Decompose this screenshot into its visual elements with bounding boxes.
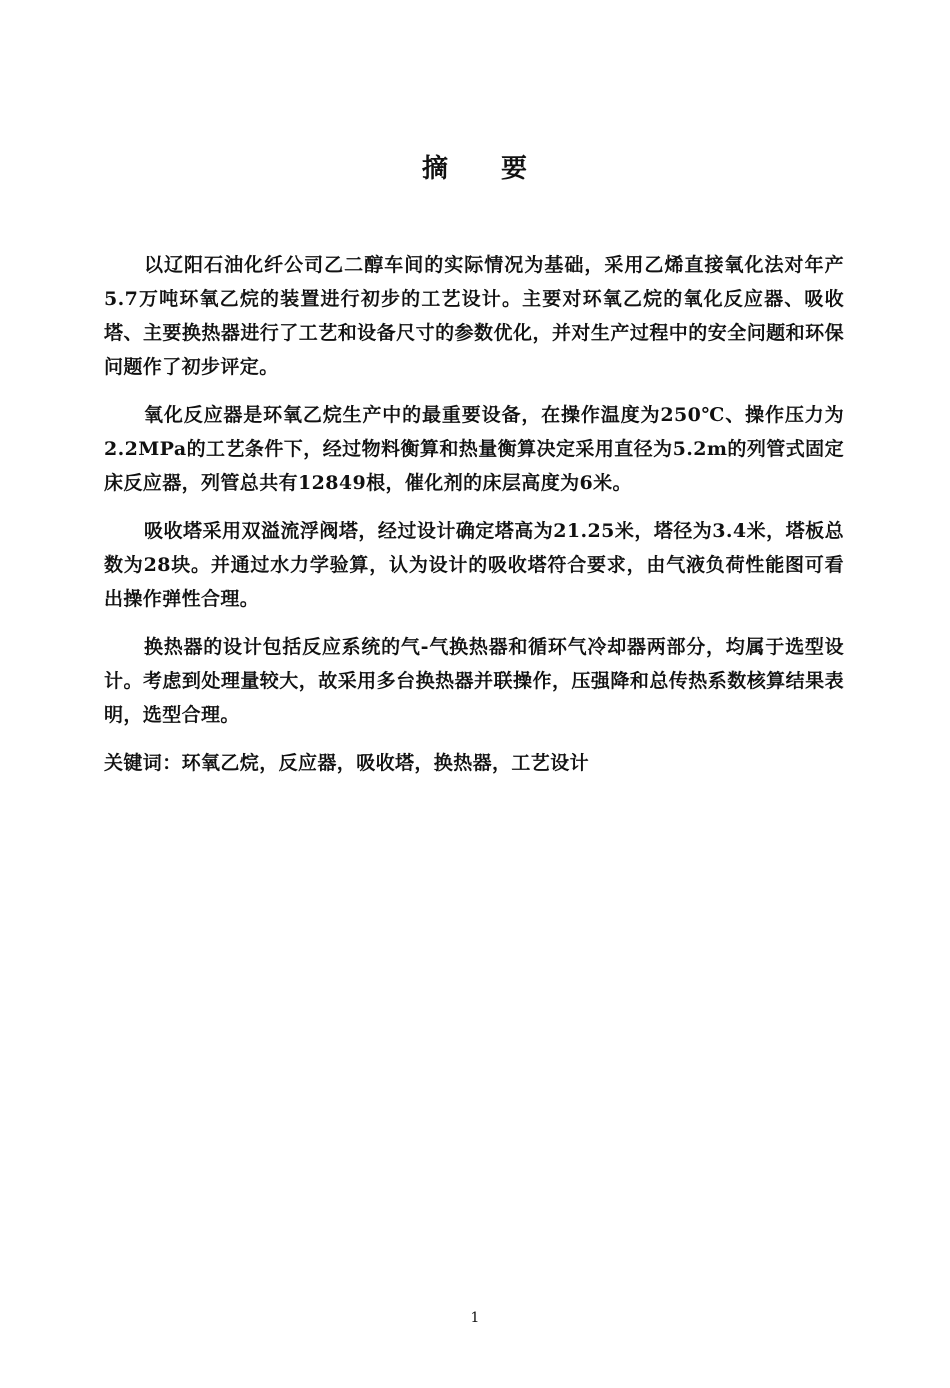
keywords-line bbox=[104, 746, 844, 780]
abstract-paragraph-4: 换热器的设计包括反应系统的气-气换热器和循环气冷却器两部分，均属于选型设计。考虑到处理量较大，故采用多台换热器并联操作，压强降和总传热系数核算结果表明，选型合理。 bbox=[104, 636, 844, 726]
abstract-paragraph-2: 氧化反应器是环氧乙烷生产中的最重要设备，在操作温度为250℃、操作压力为2.2MPa的工艺条件下，经过物料衡算和热量衡算决定采用直径为5.2m的列管式固定床反应器，列管总共有12849根，催化剂的床层高度为6米。 bbox=[104, 404, 844, 494]
abstract-body bbox=[104, 248, 844, 780]
page-title bbox=[0, 148, 950, 185]
title-char-2: 要 bbox=[501, 154, 529, 184]
title-char-1: 摘 bbox=[421, 154, 449, 184]
abstract-paragraph-1: 以辽阳石油化纤公司乙二醇车间的实际情况为基础，采用乙烯直接氧化法对年产5.7万吨环氧乙烷的装置进行初步的工艺设计。主要对环氧乙烷的氧化反应器、吸收塔、主要换热器进行了工艺和设备尺寸的参数优化，并对生产过程中的安全问题和环保问题作了初步评定。 bbox=[104, 254, 844, 378]
page-number: 1 bbox=[470, 1310, 480, 1326]
keywords-label: 关键词： bbox=[104, 752, 182, 774]
keywords-text: 环氧乙烷，反应器，吸收塔，换热器，工艺设计 bbox=[181, 752, 590, 774]
abstract-paragraph-3: 吸收塔采用双溢流浮阀塔，经过设计确定塔高为21.25米，塔径为3.4米，塔板总数为28块。并通过水力学验算，认为设计的吸收塔符合要求，由气液负荷性能图可看出操作弹性合理。 bbox=[104, 520, 844, 610]
